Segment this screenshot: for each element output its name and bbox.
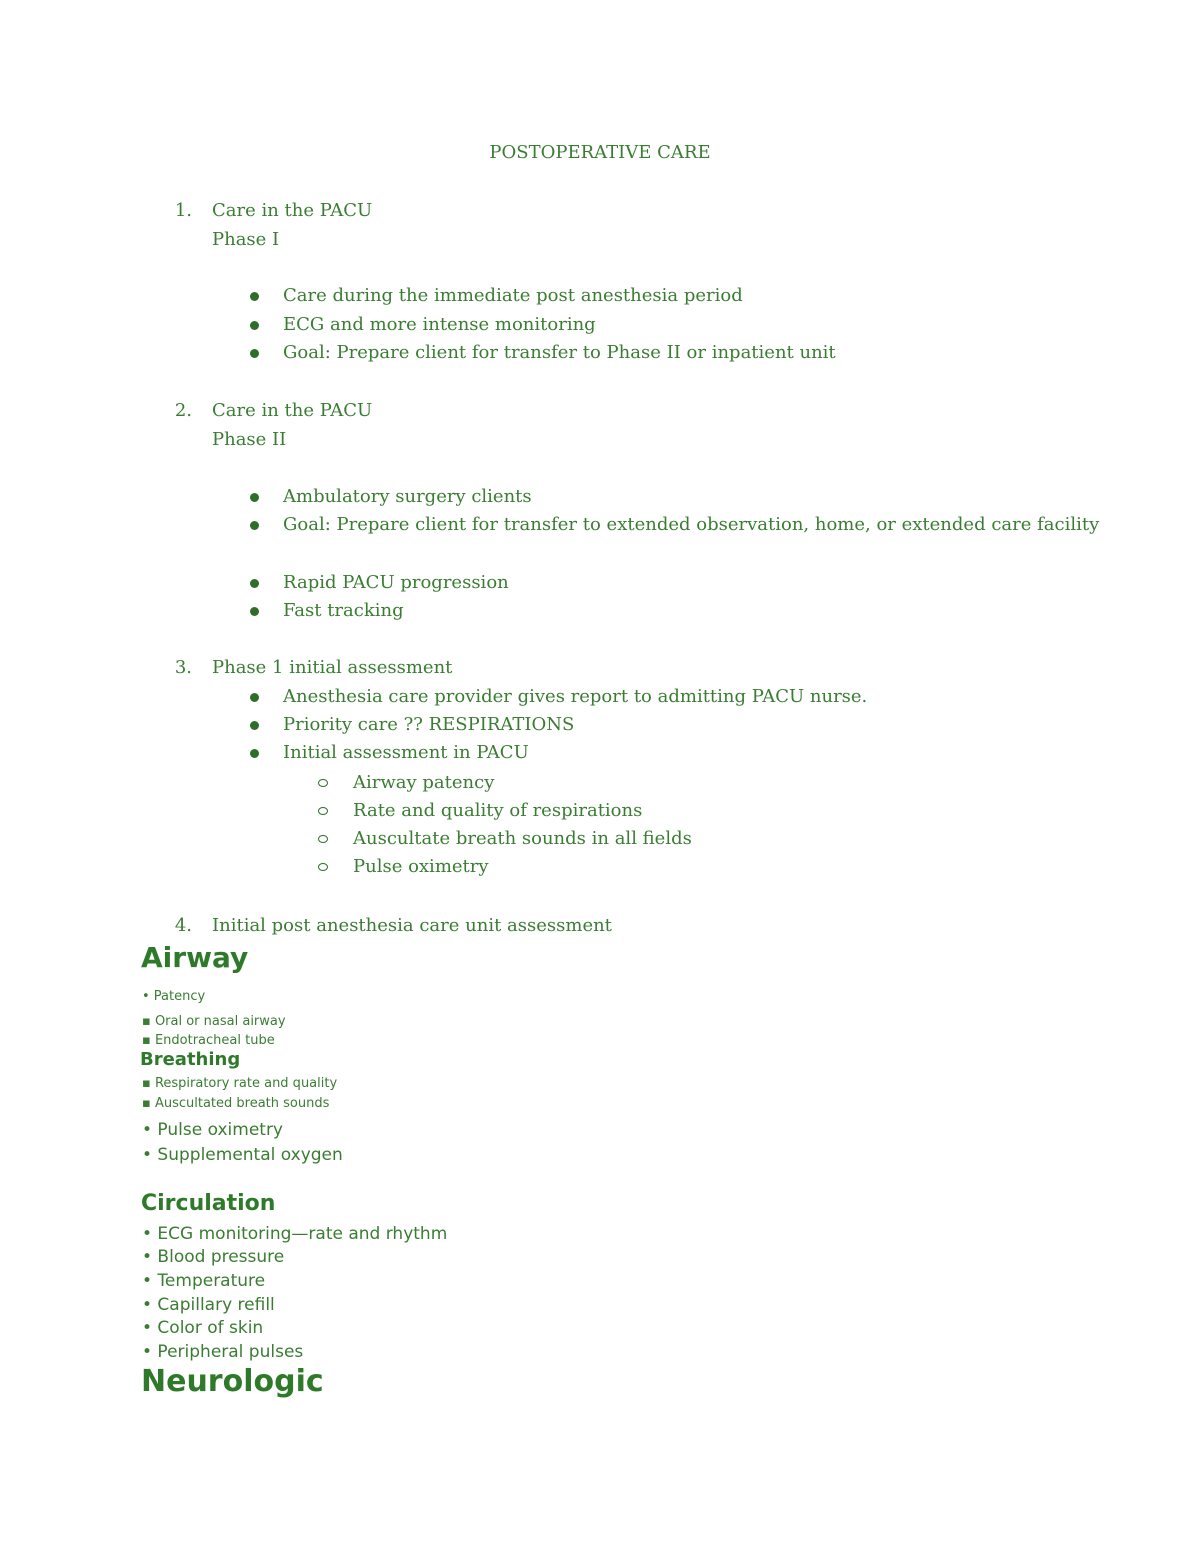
- document-title: POSTOPERATIVE CARE: [489, 142, 711, 163]
- airway-item: ▪ Endotracheal tube: [142, 1033, 275, 1048]
- section-3-number: 3.: [174, 657, 192, 678]
- section-2-number: 2.: [174, 400, 192, 421]
- circle-bullet-icon: [318, 835, 330, 847]
- section-3-bullet: Priority care ?? RESPIRATIONS: [283, 714, 575, 735]
- section-2-heading: Care in the PACU: [212, 400, 373, 421]
- section-2-bullet: Goal: Prepare client for transfer to extended observation, home, or extended care facility: [283, 514, 1100, 535]
- circulation-item: • Color of skin: [142, 1318, 264, 1338]
- section-4-number: 4.: [174, 915, 192, 936]
- circulation-item: • Blood pressure: [142, 1247, 285, 1267]
- bullet-icon: [250, 749, 260, 759]
- breathing-item: ▪ Auscultated breath sounds: [142, 1096, 330, 1111]
- bullet-icon: [250, 292, 260, 302]
- breathing-item: ▪ Respiratory rate and quality: [142, 1076, 338, 1091]
- section-3-bullet: Initial assessment in PACU: [283, 742, 529, 763]
- section-3-bullet: Anesthesia care provider gives report to admitting PACU nurse.: [283, 686, 868, 707]
- neurologic-heading: Neurologic: [141, 1364, 324, 1399]
- section-1-heading: Care in the PACU: [212, 200, 373, 221]
- section-2-phase: Phase II: [212, 429, 287, 450]
- bullet-icon: [250, 521, 260, 531]
- breathing-item: • Supplemental oxygen: [142, 1145, 343, 1165]
- section-3-subbullet: Auscultate breath sounds in all fields: [353, 828, 692, 849]
- bullet-icon: [250, 349, 260, 359]
- section-2-bullet: Fast tracking: [283, 600, 404, 621]
- bullet-icon: [250, 721, 260, 731]
- section-3-subbullet: Airway patency: [353, 772, 495, 793]
- circulation-item: • Temperature: [142, 1271, 266, 1291]
- section-3-subbullet: Pulse oximetry: [353, 856, 489, 877]
- breathing-item: • Pulse oximetry: [142, 1120, 283, 1140]
- bullet-icon: [250, 493, 260, 503]
- section-1-bullet: Goal: Prepare client for transfer to Phase II or inpatient unit: [283, 342, 836, 363]
- circulation-item: • ECG monitoring—rate and rhythm: [142, 1224, 448, 1244]
- section-3-subbullet: Rate and quality of respirations: [353, 800, 643, 821]
- section-2-bullet: Rapid PACU progression: [283, 572, 509, 593]
- circle-bullet-icon: [318, 807, 330, 819]
- bullet-icon: [250, 579, 260, 589]
- bullet-icon: [250, 321, 260, 331]
- section-1-number: 1.: [174, 200, 192, 221]
- circle-bullet-icon: [318, 863, 330, 875]
- airway-item: • Patency: [142, 989, 206, 1004]
- breathing-heading: Breathing: [140, 1049, 241, 1070]
- circulation-item: • Capillary refill: [142, 1295, 275, 1315]
- bullet-icon: [250, 607, 260, 617]
- section-4-heading: Initial post anesthesia care unit assessment: [212, 915, 612, 936]
- circulation-item: • Peripheral pulses: [142, 1342, 304, 1362]
- section-1-bullet: Care during the immediate post anesthesia period: [283, 285, 743, 306]
- section-1-phase: Phase I: [212, 229, 280, 250]
- airway-item: ▪ Oral or nasal airway: [142, 1014, 286, 1029]
- section-1-bullet: ECG and more intense monitoring: [283, 314, 596, 335]
- section-2-bullet: Ambulatory surgery clients: [283, 486, 532, 507]
- circulation-heading: Circulation: [141, 1191, 276, 1216]
- section-3-heading: Phase 1 initial assessment: [212, 657, 453, 678]
- airway-heading: Airway: [141, 941, 249, 974]
- circle-bullet-icon: [318, 779, 330, 791]
- bullet-icon: [250, 693, 260, 703]
